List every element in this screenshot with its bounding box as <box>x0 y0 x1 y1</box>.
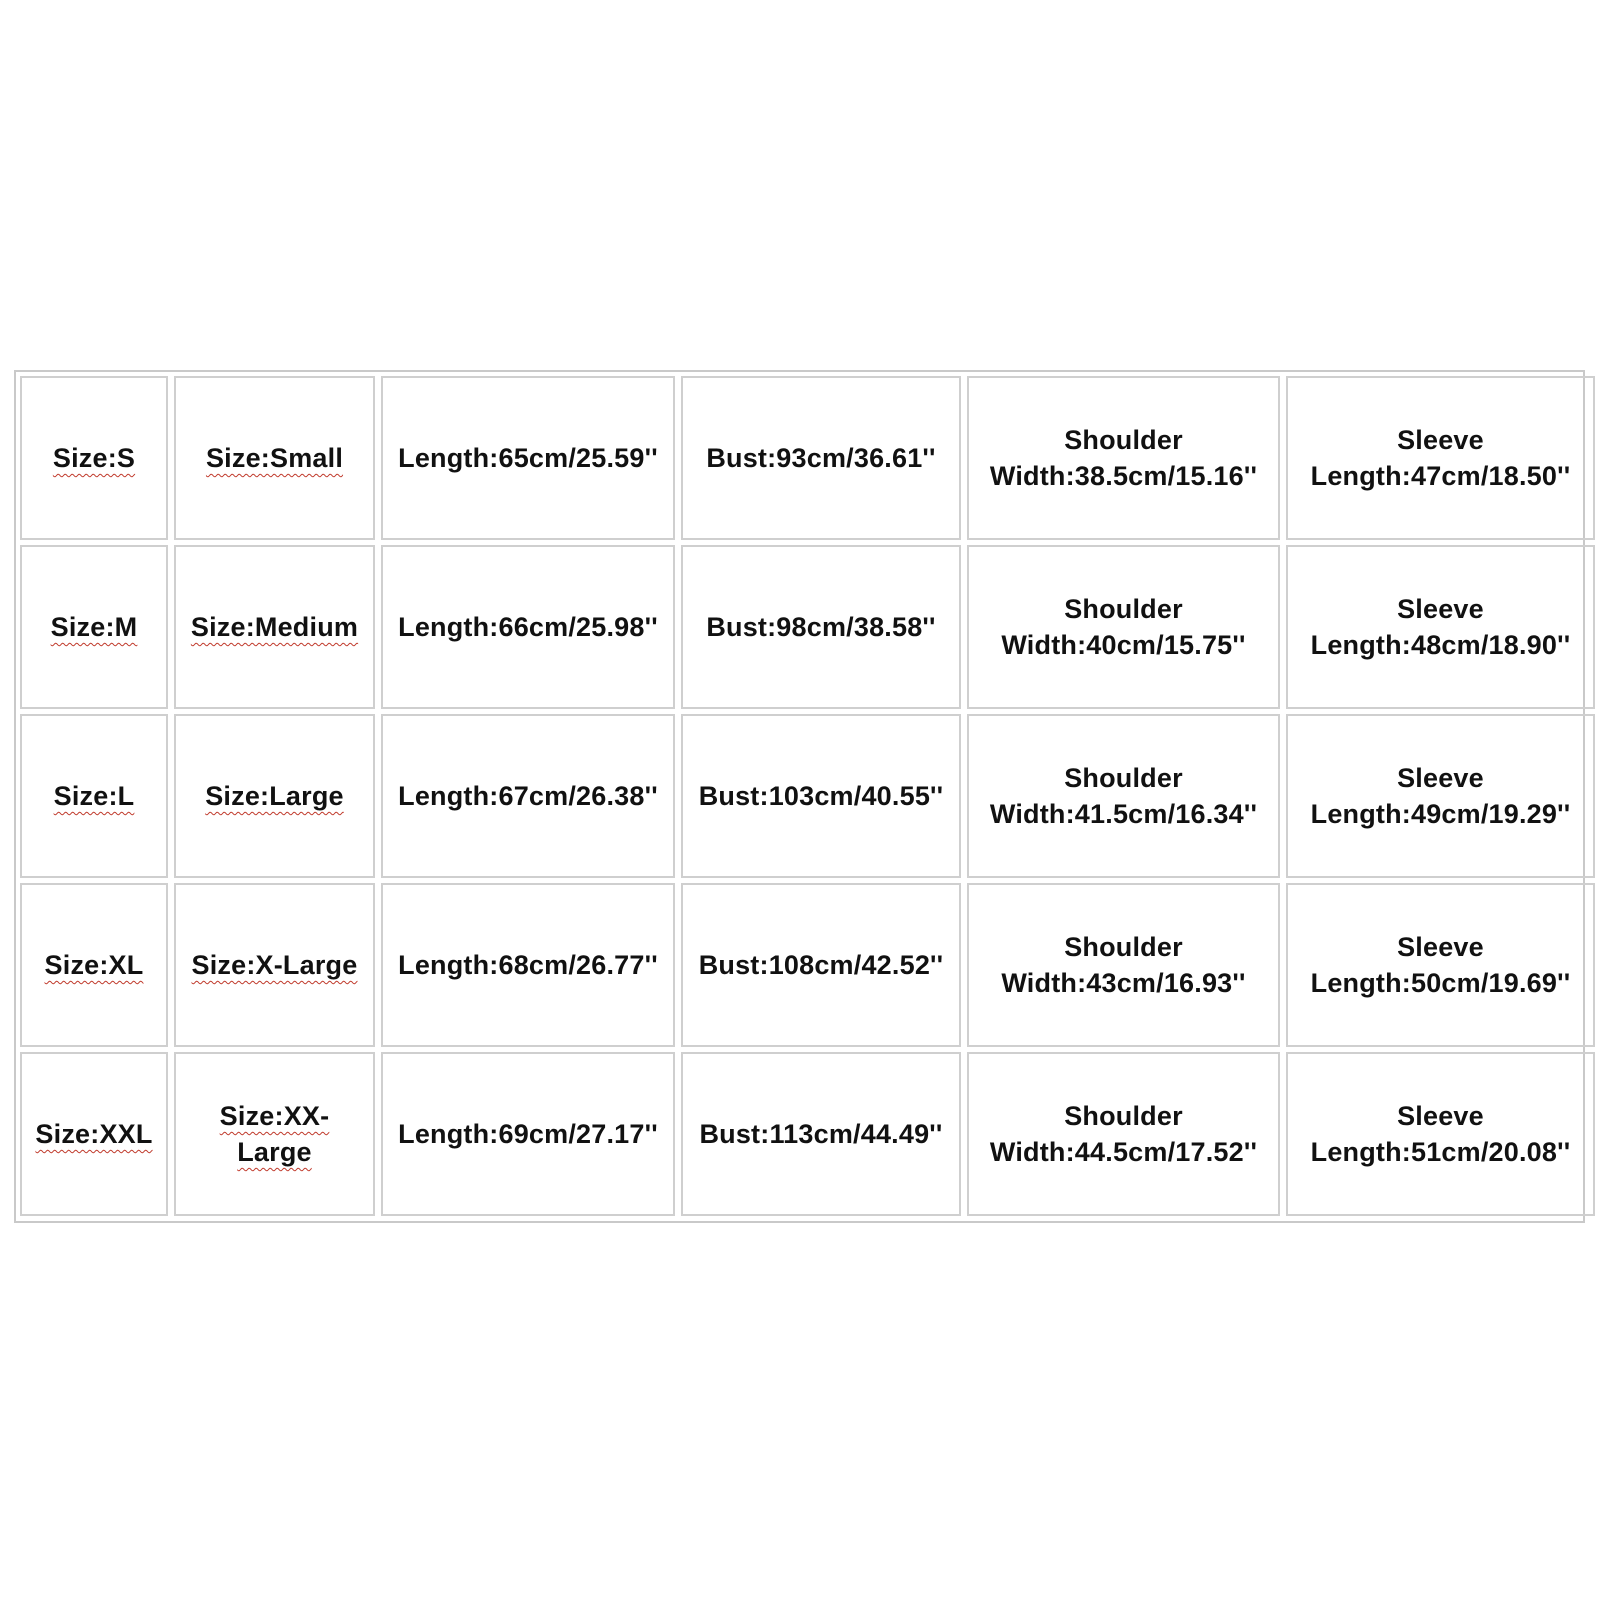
size-name: Size:Large <box>205 781 344 811</box>
size-name-cell <box>174 1052 375 1216</box>
size-name-cell <box>174 883 375 1047</box>
sleeve-value: Sleeve Length:51cm/20.08'' <box>1310 1101 1571 1167</box>
length-value: Length:65cm/25.59'' <box>398 443 658 473</box>
sleeve-cell <box>1286 1052 1595 1216</box>
size-code: Size:L <box>53 781 135 811</box>
shoulder-value: Shoulder Width:41.5cm/16.34'' <box>989 763 1258 829</box>
length-cell <box>381 883 675 1047</box>
sleeve-cell <box>1286 883 1595 1047</box>
bust-value: Bust:108cm/42.52'' <box>698 950 944 980</box>
length-value: Length:69cm/27.17'' <box>398 1119 658 1149</box>
shoulder-value: Shoulder Width:40cm/15.75'' <box>1001 594 1246 660</box>
bust-value: Bust:113cm/44.49'' <box>699 1119 943 1149</box>
size-name: Size:X-Large <box>191 950 358 980</box>
size-name: Size:XX- Large <box>219 1101 330 1167</box>
size-code-cell <box>20 883 168 1047</box>
length-value: Length:67cm/26.38'' <box>398 781 658 811</box>
bust-value: Bust:103cm/40.55'' <box>698 781 944 811</box>
shoulder-cell <box>967 883 1280 1047</box>
shoulder-value: Shoulder Width:38.5cm/15.16'' <box>989 425 1258 491</box>
bust-value: Bust:93cm/36.61'' <box>706 443 936 473</box>
size-code: Size:M <box>50 612 138 642</box>
length-cell <box>381 714 675 878</box>
bust-cell <box>681 545 961 709</box>
size-name-cell <box>174 714 375 878</box>
shoulder-cell <box>967 714 1280 878</box>
size-name-cell <box>174 545 375 709</box>
size-code: Size:XXL <box>35 1119 153 1149</box>
shoulder-cell <box>967 545 1280 709</box>
shoulder-cell <box>967 376 1280 540</box>
sleeve-cell <box>1286 545 1595 709</box>
size-name: Size:Medium <box>190 612 359 642</box>
shoulder-cell <box>967 1052 1280 1216</box>
bust-cell <box>681 714 961 878</box>
size-code-cell <box>20 714 168 878</box>
bust-cell <box>681 376 961 540</box>
bust-value: Bust:98cm/38.58'' <box>706 612 936 642</box>
sleeve-cell <box>1286 376 1595 540</box>
length-cell <box>381 1052 675 1216</box>
size-code-cell <box>20 376 168 540</box>
size-code: Size:S <box>52 443 136 473</box>
size-name-cell <box>174 376 375 540</box>
length-cell <box>381 376 675 540</box>
size-name: Size:Small <box>205 443 344 473</box>
shoulder-value: Shoulder Width:43cm/16.93'' <box>1001 932 1246 998</box>
bust-cell <box>681 1052 961 1216</box>
sleeve-value: Sleeve Length:50cm/19.69'' <box>1310 932 1571 998</box>
sleeve-value: Sleeve Length:47cm/18.50'' <box>1310 425 1571 491</box>
sleeve-value: Sleeve Length:48cm/18.90'' <box>1310 594 1571 660</box>
size-chart-table <box>14 370 1585 1223</box>
size-code-cell <box>20 545 168 709</box>
length-value: Length:68cm/26.77'' <box>398 950 658 980</box>
size-chart-grid <box>20 376 1579 1217</box>
shoulder-value: Shoulder Width:44.5cm/17.52'' <box>989 1101 1258 1167</box>
sleeve-cell <box>1286 714 1595 878</box>
sleeve-value: Sleeve Length:49cm/19.29'' <box>1310 763 1571 829</box>
length-cell <box>381 545 675 709</box>
size-code: Size:XL <box>44 950 144 980</box>
length-value: Length:66cm/25.98'' <box>398 612 658 642</box>
size-code-cell <box>20 1052 168 1216</box>
bust-cell <box>681 883 961 1047</box>
